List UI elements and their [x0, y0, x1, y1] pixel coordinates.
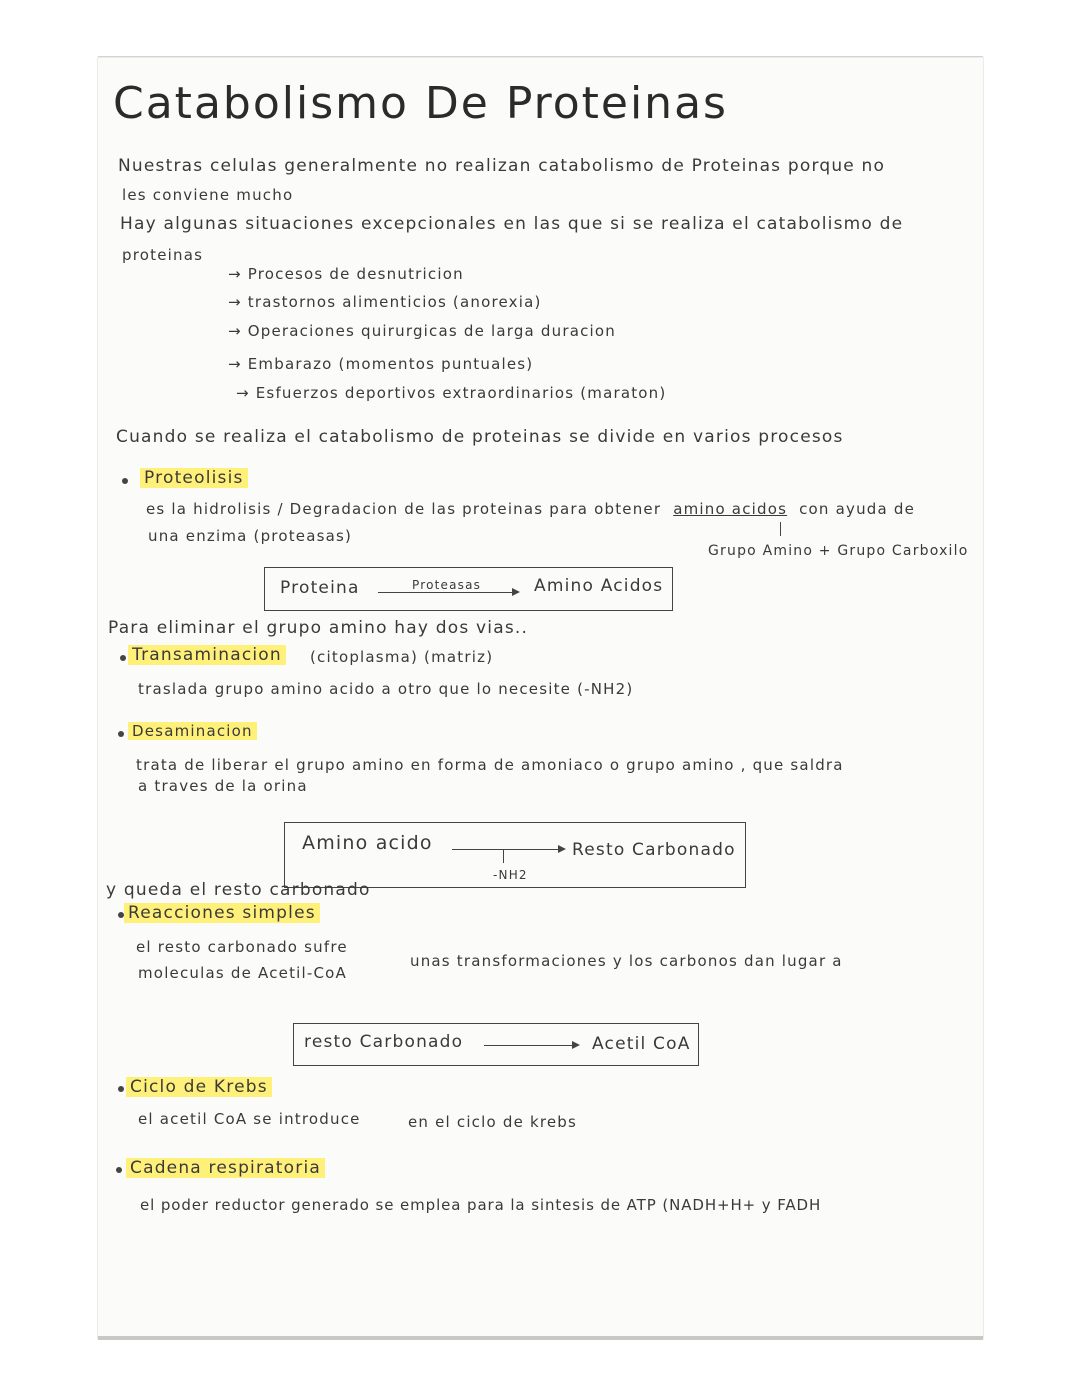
highlight: Ciclo de Krebs — [126, 1077, 272, 1097]
highlight: Proteolisis — [140, 468, 248, 488]
resto-carbonado-text: y queda el resto carbonado — [106, 880, 371, 900]
down-arrow — [503, 849, 504, 863]
list-item-text: Esfuerzos deportivos extraordinarios (maraton) — [255, 384, 667, 402]
bullet — [118, 1086, 124, 1092]
bullet — [122, 478, 128, 484]
down-arrow — [780, 522, 781, 536]
transaminacion-text: traslada grupo amino acido a otro que lo necesite (-NH2) — [138, 680, 634, 698]
proteolisis-line-2: una enzima (proteasas) — [148, 527, 353, 545]
reacciones-line-1b: unas transformaciones y los carbonos dan lugar a — [410, 952, 843, 970]
bullet — [116, 1167, 122, 1173]
eliminar-text: Para eliminar el grupo amino hay dos vias.. — [108, 618, 529, 638]
diagram-from: resto Carbonado — [304, 1032, 464, 1052]
text: con ayuda de — [799, 500, 916, 518]
reacciones-line-2: moleculas de Acetil-CoA — [138, 964, 348, 982]
desaminacion-line-1: trata de liberar el grupo amino en forma de amoniaco o grupo amino , que saldra — [136, 756, 844, 774]
highlight: Cadena respiratoria — [126, 1158, 325, 1178]
list-item: → Procesos de desnutricion — [228, 265, 464, 283]
list-item-text: trastornos alimenticios (anorexia) — [247, 293, 542, 311]
krebs-line-1a: el acetil CoA se introduce — [138, 1110, 361, 1128]
procesos-intro: Cuando se realiza el catabolismo de proteinas se divide en varios procesos — [116, 427, 844, 447]
section-heading-desaminacion — [128, 722, 257, 740]
list-item: → Operaciones quirurgicas de larga duracion — [228, 322, 617, 340]
proteolisis-line-1 — [146, 500, 915, 518]
list-item: → trastornos alimenticios (anorexia) — [228, 293, 542, 311]
groups-text: Grupo Amino + Grupo Carboxilo — [708, 543, 969, 559]
arrow — [484, 1045, 578, 1046]
diagram-from: Proteina — [280, 578, 360, 598]
section-heading-proteolisis — [140, 468, 248, 488]
intro-line-3: Hay algunas situaciones excepcionales en las que si se realiza el catabolismo de — [120, 214, 904, 234]
intro-line-4: proteinas — [122, 246, 204, 264]
krebs-line-1b: en el ciclo de krebs — [408, 1113, 578, 1131]
intro-line-2: les conviene mucho — [122, 186, 294, 204]
highlight: Desaminacion — [128, 722, 257, 740]
section-heading-krebs — [126, 1077, 272, 1097]
highlight: Transaminacion — [128, 645, 286, 665]
list-item: → Embarazo (momentos puntuales) — [228, 355, 534, 373]
diagram-to: Amino Acidos — [534, 576, 664, 596]
list-item-text: Procesos de desnutricion — [247, 265, 464, 283]
section-heading-reacciones — [124, 903, 320, 923]
highlight: Reacciones simples — [124, 903, 320, 923]
reacciones-line-1a: el resto carbonado sufre — [136, 938, 348, 956]
bullet — [120, 655, 126, 661]
list-item-text: Embarazo (momentos puntuales) — [247, 355, 534, 373]
desaminacion-line-2: a traves de la orina — [138, 777, 308, 795]
diagram-enzyme-label: Proteasas — [412, 578, 482, 592]
paper-bottom-edge — [98, 1336, 983, 1340]
amino-acidos-underlined: amino acidos — [673, 500, 788, 518]
diagram-to: Resto Carbonado — [572, 840, 736, 860]
list-item-text: Operaciones quirurgicas de larga duracion — [247, 322, 617, 340]
bullet — [118, 731, 124, 737]
list-item: → Esfuerzos deportivos extraordinarios (maraton) — [236, 384, 667, 402]
diagram-nh2-label: -NH2 — [493, 868, 528, 882]
page-title: Catabolismo De Proteinas — [113, 78, 728, 129]
arrow — [378, 592, 518, 593]
text: es la hidrolisis / Degradacion de las proteinas para obtener — [146, 500, 662, 518]
intro-line-1: Nuestras celulas generalmente no realizan catabolismo de Proteinas porque no — [118, 156, 886, 176]
section-heading-transaminacion — [128, 645, 286, 665]
arrow — [452, 849, 564, 850]
diagram-from: Amino acido — [302, 832, 433, 854]
cadena-text: el poder reductor generado se emplea para la sintesis de ATP (NADH+H+ y FADH — [140, 1196, 822, 1214]
transaminacion-location: (citoplasma) (matriz) — [310, 648, 494, 666]
section-heading-cadena — [126, 1158, 325, 1178]
diagram-to: Acetil CoA — [592, 1034, 691, 1054]
notebook-page — [98, 58, 983, 1338]
